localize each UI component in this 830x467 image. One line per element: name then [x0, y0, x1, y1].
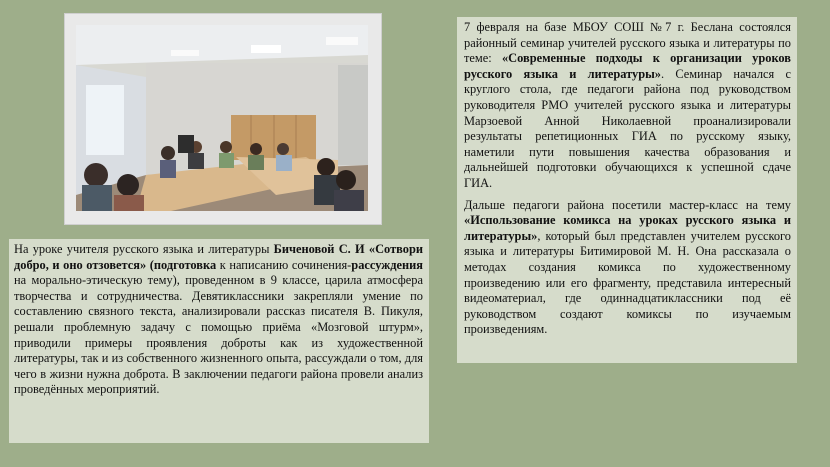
- lesson-teacher-and-title: Биченовой С. И «Сотвори добро, и оно отзовется» (подготовка: [14, 242, 423, 272]
- seminar-topic-title: «Современные подходы к организации уроков русского языка и литературы»: [464, 51, 792, 81]
- lesson-description-box: [9, 239, 429, 443]
- classroom-photo-illustration: [76, 25, 368, 211]
- lesson-body-text: на морально-этическую тему), проведенном в 9 классе, царила атмосфера творчества и сотрудничества. Девятиклассники закрепляли умение по составлению связного текста, анализировали рассказ писателя В. Пикуля, решали проблемную задачу с помощью приёма «Мозговой штурм», приводили примеры проявления доброты как из художественной литературы, так и из собственного жизненного опыта, рассуждали о том, для чего в жизни нужна доброта. В заключении педагоги района провели анализ проведённых мероприятий.: [14, 273, 423, 397]
- seminar-photo-frame: [64, 13, 382, 225]
- master-class-topic-title: «Использование комикса на уроках русского языка и литературы»: [464, 213, 791, 243]
- master-class-description-text: , который был представлен учителем русского языка и литературы Битимировой М. Н. Она рассказала о методах создания комикса по художественному произведению или его фрагменту, представила интересный видеоматериал, где одиннадцатиклассники под её руководством создают комиксы по изучаемым произведениям.: [464, 228, 791, 337]
- seminar-intro-text: 7 февраля на базе МБОУ СОШ №7 г. Беслана состоялся районный семинар учителей русского языка и литературы по теме:: [464, 20, 791, 66]
- lesson-intro-text: На уроке учителя русского языка и литературы: [14, 242, 274, 256]
- lesson-essay-type: рассуждения: [351, 257, 423, 272]
- master-class-intro-text: Дальше педагоги района посетили мастер-класс на тему: [464, 197, 791, 212]
- lesson-purpose-text: к написанию сочинения-: [216, 257, 352, 272]
- seminar-paragraph-2: [464, 198, 791, 338]
- seminar-description-box: [457, 17, 797, 363]
- seminar-photo: [76, 25, 368, 211]
- lesson-paragraph: [14, 242, 423, 398]
- seminar-round-table-text: . Семинар начался с круглого стола, где педагоги района под руководством руководителя РМО учителей русского языка и литературы Марзоевой Анной Николаевной проанализировали результаты репетиционных ГИА по русскому языку, наметили пути повышения качества образования и дальнейшей подготовки обучающихся к успешной сдаче ГИА.: [464, 66, 791, 190]
- seminar-paragraph-1: [464, 20, 791, 192]
